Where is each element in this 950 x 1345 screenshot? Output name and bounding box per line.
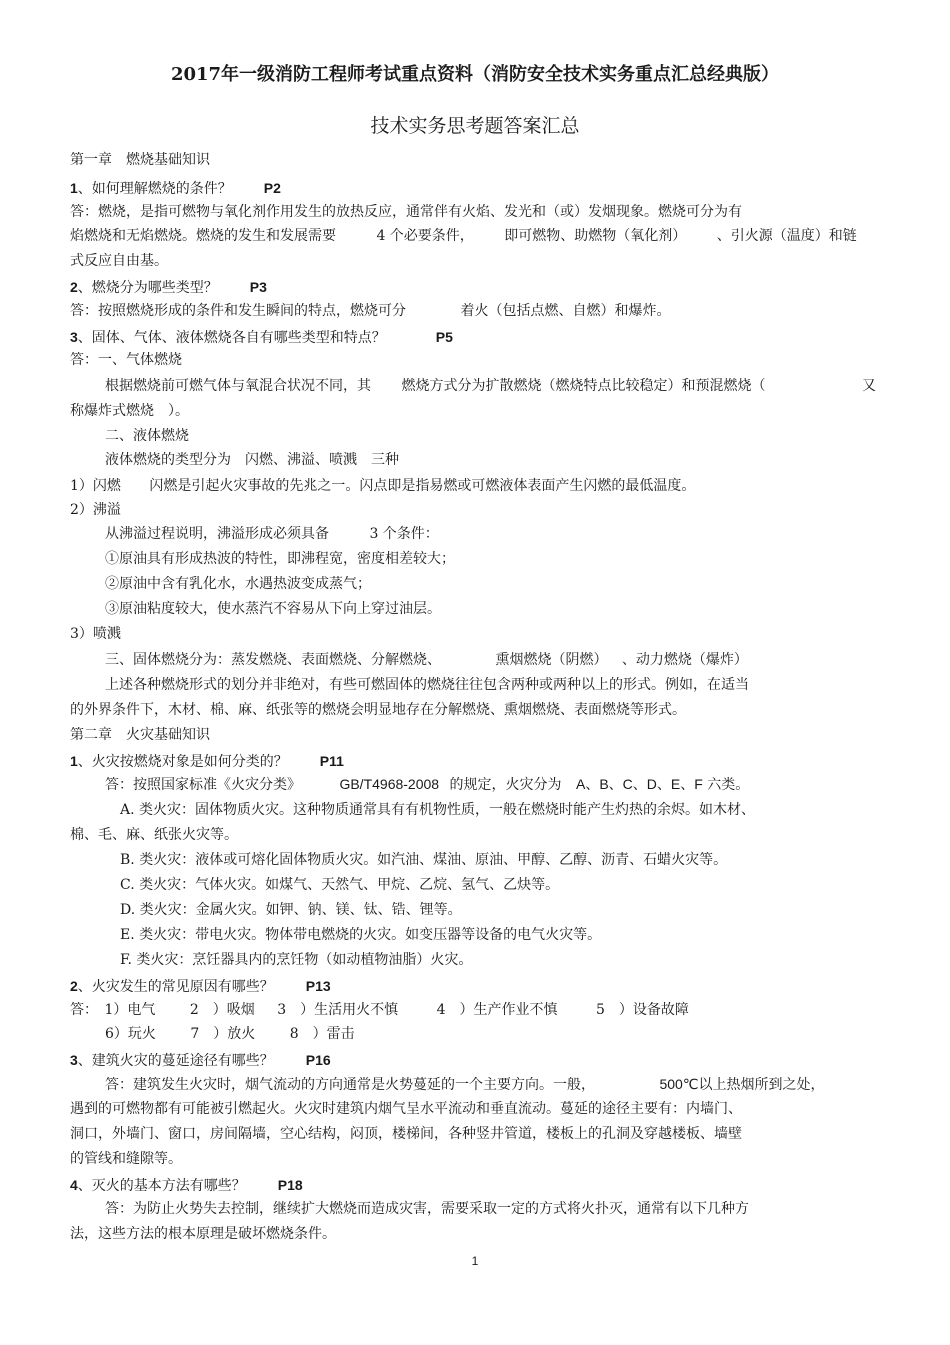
- answer-fragment: 答：: [70, 1002, 98, 1018]
- answer-line: 液体燃烧的类型分为 闪燃、沸溢、喷溅 三种: [105, 452, 399, 468]
- question-number: 3: [70, 1052, 78, 1068]
- chapter-2-heading: 第二章 火灾基础知识: [70, 727, 210, 743]
- answer-line: ②原油中含有乳化水，水遇热波变成蒸气；: [105, 576, 371, 592]
- answer-fragment: 闪燃是引起火灾事故的先兆之一。闪点即是指易燃或可燃液体表面产生闪燃的最低温度。: [149, 478, 696, 494]
- document-title: 2017年一级消防工程师考试重点资料（消防安全技术实务重点汇总经典版）: [170, 64, 780, 85]
- answer-line: 式反应自由基。: [70, 253, 168, 269]
- answer-line: ③原油粘度较大，使水蒸汽不容易从下向上穿过油层。: [105, 601, 441, 617]
- answer-fragment: 从沸溢过程说明，沸溢形成必须具备: [105, 526, 329, 542]
- answer-line: 的外界条件下，木材、棉、麻、纸张等的燃烧会明显地存在分解燃烧、熏烟燃烧、表面燃烧等形式。: [70, 702, 686, 718]
- answer-line: [105, 524, 439, 544]
- answer-line: [70, 226, 857, 246]
- page-reference: P3: [249, 279, 267, 295]
- question-number: 2: [70, 978, 78, 994]
- answer-fragment: 焰燃烧和无焰燃烧。燃烧的发生和发展需要: [70, 228, 336, 244]
- cause-item: 1）电气: [104, 1002, 156, 1018]
- answer-fragment: 即可燃物、助燃物（氧化剂）: [504, 228, 687, 244]
- answer-line: 2）沸溢: [70, 502, 121, 518]
- answer-fragment: 3 个条件：: [369, 526, 439, 542]
- answer-fragment: GB/T4968-2008: [339, 776, 440, 792]
- answer-line: [105, 1074, 825, 1095]
- cause-item: 5 ）设备故障: [595, 1002, 689, 1018]
- answer-line: [70, 476, 695, 496]
- answer-fragment: 着火（包括点燃、自燃）和爆炸。: [460, 303, 671, 319]
- question-number: 3: [70, 329, 78, 345]
- answer-line: 洞口，外墙门、窗口，房间隔墙，空心结构，闷顶，楼梯间，各种竖井管道，楼板上的孔洞及穿越楼板、墙壁: [70, 1126, 742, 1142]
- question-text: 、建筑火灾的蔓延途径有哪些？: [77, 1053, 274, 1069]
- answer-line: [70, 1000, 689, 1020]
- cause-item: 8 ）雷击: [289, 1026, 355, 1042]
- answer-line: 的管线和缝隙等。: [70, 1151, 182, 1167]
- page-reference: P18: [277, 1177, 303, 1193]
- answer-line: [105, 376, 765, 396]
- answer-line: 遇到的可燃物都有可能被引燃起火。火灾时建筑内烟气呈水平流动和垂直流动。蔓延的途径主要有：内墙门、: [70, 1101, 742, 1117]
- answer-line: 上述各种燃烧形式的划分并非绝对，有些可燃固体的燃烧往往包含两种或两种以上的形式。例如，在适当: [105, 677, 749, 693]
- cause-item: 2 ）吸烟: [189, 1002, 255, 1018]
- page-reference: P16: [305, 1052, 331, 1068]
- page-reference: P13: [305, 978, 331, 994]
- answer-fragment: 熏烟燃烧（阴燃）: [495, 652, 608, 668]
- answer-fragment: 六类。: [707, 777, 750, 793]
- page-reference: P2: [263, 180, 281, 196]
- question-number: 1: [70, 753, 78, 769]
- cause-item: 6）玩火: [105, 1026, 156, 1042]
- answer-fragment: 燃烧方式分为扩散燃烧（燃烧特点比较稳定）和预混燃烧（: [401, 378, 766, 394]
- question-text: 、如何理解燃烧的条件？: [77, 181, 232, 197]
- question-number: 4: [70, 1177, 78, 1193]
- question-2-1: [70, 751, 344, 772]
- fire-class-b: B. 类火灾：液体或可熔化固体物质火灾。如汽油、煤油、原油、甲醇、乙醇、沥青、石蜡火灾等。: [120, 852, 728, 868]
- answer-line: [70, 301, 670, 321]
- answer-line: [105, 774, 749, 795]
- answer-line: [105, 1024, 355, 1044]
- answer-fragment: 500℃以上热烟所到之处，: [659, 1076, 825, 1092]
- question-text: 、固体、气体、液体燃烧各自有哪些类型和特点？: [77, 330, 386, 346]
- answer-fragment: 1）闪燃: [70, 478, 121, 494]
- cause-item: 3 ）生活用火不慎: [277, 1002, 399, 1018]
- fire-class-c: C. 类火灾：气体火灾。如煤气、天然气、甲烷、乙烷、氢气、乙炔等。: [120, 877, 560, 893]
- fire-class-e: E. 类火灾：带电火灾。物体带电燃烧的火灾。如变压器等设备的电气火灾等。: [120, 927, 602, 943]
- fire-class-a-cont: 棉、毛、麻、纸张火灾等。: [70, 827, 238, 843]
- question-2-2: [70, 976, 331, 997]
- answer-line: 二、液体燃烧: [105, 428, 189, 444]
- question-number: 1: [70, 180, 78, 196]
- question-1-2: [70, 277, 267, 298]
- answer-fragment: A、B、C、D、E、F: [575, 776, 703, 792]
- fire-class-f: F. 类火灾：烹饪器具内的烹饪物（如动植物油脂）火灾。: [120, 952, 473, 968]
- answer-fragment: 根据燃烧前可燃气体与氧混合状况不同，其: [105, 378, 371, 394]
- cause-item: 4 ）生产作业不慎: [436, 1002, 558, 1018]
- question-number: 2: [70, 279, 78, 295]
- answer-fragment: 的规定，火灾分为: [449, 777, 562, 793]
- cause-item: 7 ）放火: [190, 1026, 256, 1042]
- answer-fragment: 4 个必要条件，: [376, 228, 474, 244]
- page-reference: P5: [435, 329, 453, 345]
- fire-class-d: D. 类火灾：金属火灾。如钾、钠、镁、钛、锆、锂等。: [120, 902, 462, 918]
- answer-line: 3）喷溅: [70, 626, 121, 642]
- question-1-1: [70, 178, 281, 199]
- page-number: 1: [471, 1254, 479, 1268]
- answer-line: 称爆炸式燃烧 ）。: [70, 403, 189, 419]
- page-reference: P11: [319, 753, 344, 769]
- chapter-1-heading: 第一章 燃烧基础知识: [70, 152, 210, 168]
- answer-fragment: 三、固体燃烧分为：蒸发燃烧、表面燃烧、分解燃烧、: [105, 652, 441, 668]
- answer-line: ①原油具有形成热波的特性，即沸程宽，密度相差较大；: [105, 551, 455, 567]
- answer-line: [105, 650, 748, 670]
- question-text: 、火灾发生的常见原因有哪些？: [77, 979, 274, 995]
- answer-fragment: 答：按照燃烧形成的条件和发生瞬间的特点，燃烧可分: [70, 303, 406, 319]
- question-2-3: [70, 1050, 331, 1071]
- answer-fragment: 、动力燃烧（爆炸）: [621, 652, 748, 668]
- answer-line: 答：一、气体燃烧: [70, 352, 182, 368]
- question-text: 、灭火的基本方法有哪些？: [77, 1178, 246, 1194]
- fire-class-a: A. 类火灾：固体物质火灾。这种物质通常具有有机物性质，一般在燃烧时能产生灼热的余烬。如木材、: [120, 802, 756, 818]
- question-2-4: [70, 1175, 303, 1196]
- answer-fragment: 答：建筑发生火灾时，烟气流动的方向通常是火势蔓延的一个主要方向。一般，: [105, 1077, 595, 1093]
- question-text: 、燃烧分为哪些类型？: [77, 280, 218, 296]
- question-1-3: [70, 327, 453, 348]
- answer-fragment: 又: [862, 378, 876, 394]
- question-text: 、火灾按燃烧对象是如何分类的？: [77, 754, 288, 770]
- answer-line: 答：为防止火势失去控制，继续扩大燃烧而造成灾害，需要采取一定的方式将火扑灭，通常有以下几种方: [105, 1201, 749, 1217]
- answer-line: 法，这些方法的根本原理是破坏燃烧条件。: [70, 1226, 336, 1242]
- answer-fragment: 、引火源（温度）和链: [716, 228, 857, 244]
- answer-fragment: 答：按照国家标准《火灾分类》: [105, 777, 301, 793]
- answer-line: 答：燃烧，是指可燃物与氧化剂作用发生的放热反应，通常伴有火焰、发光和（或）发烟现象。燃烧可分为有: [70, 204, 742, 220]
- document-subtitle: 技术实务思考题答案汇总: [370, 115, 580, 137]
